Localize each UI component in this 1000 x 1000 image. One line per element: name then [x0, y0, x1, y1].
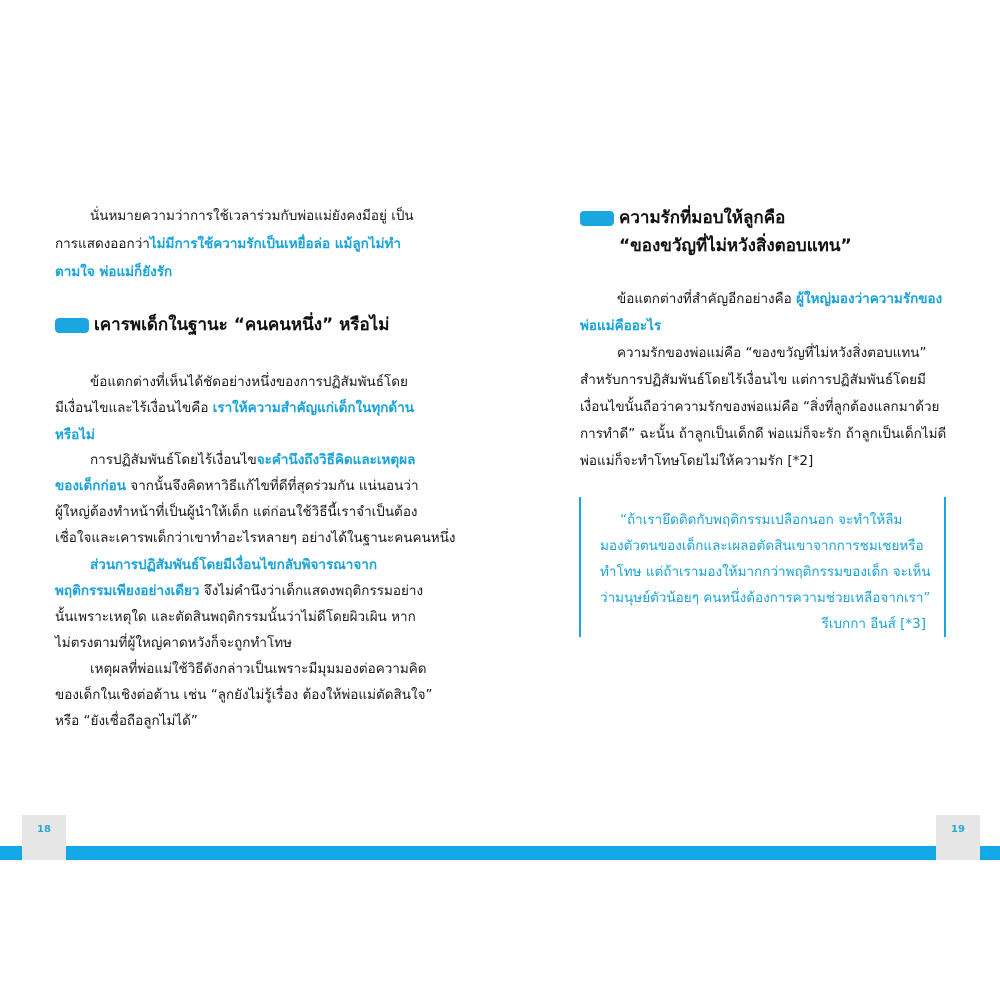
left-para5-line [90, 659, 427, 679]
quote-line: มองตัวตนของเด็กและเผลอตัดสินเขาจากการชมเชยหรือ [600, 538, 924, 554]
right-para2-line [580, 397, 939, 417]
highlighted-text: ผู้ใหญ่มองว่าความรักของ [796, 291, 943, 307]
body-text: ความรักของพ่อแม่คือ “ของขวัญที่ไม่หวังสิ่งตอบแทน” [617, 345, 927, 361]
right-page-number: 19 [951, 824, 965, 835]
body-text: เงื่อนไขนั้นถือว่าความรักของพ่อแม่คือ “สิ่งที่ลูกต้องแลกมาด้วย [580, 399, 940, 415]
highlighted-text: ไม่มีการใช้ความรักเป็นเหยื่อล่อ แม้ลูกไม่ทำ [149, 236, 401, 252]
right-para2-line [617, 343, 926, 363]
footer-bar [0, 846, 1000, 860]
left-para3-line [90, 450, 415, 470]
body-text: พ่อแม่ก็จะทำโทษโดยไม่ให้ความรัก [*2] [580, 453, 814, 469]
body-text: เหตุผลที่พ่อแม่ใช้วิธีดังกล่าวเป็นเพราะมีมุมมองต่อความคิด [90, 661, 427, 677]
body-text: การปฏิสัมพันธ์โดยไร้เงื่อนไข [90, 452, 257, 468]
body-text: ข้อแตกต่างที่เห็นได้ชัดอย่างหนึ่งของการปฏิสัมพันธ์โดย [90, 374, 408, 390]
body-text: ข้อแตกต่างที่สำคัญอีกอย่างคือ [617, 291, 797, 307]
highlighted-text: ตามใจ พ่อแม่ก็ยังรัก [55, 264, 173, 280]
left-para3-line [55, 476, 419, 496]
quote-attribution: รีเบกกา อีนส์ [*3] [821, 616, 926, 632]
body-text: มีเงื่อนไขและไร้เงื่อนไขคือ [55, 400, 213, 416]
body-text: ไม่ตรงตามที่ผู้ใหญ่คาดหวังก็จะถูกทำโทษ [55, 635, 293, 651]
highlighted-text: จะคำนึงถึงวิธีคิดและเหตุผล [256, 452, 416, 468]
body-text: เชื่อใจและเคารพเด็กว่าเขาทำอะไรหลายๆ อย่างได้ในฐานะคนคนหนึ่ง [55, 530, 456, 546]
body-text: นั้นเพราะเหตุใด และตัดสินพฤติกรรมนั้นว่าไม่ดีโดยผิวเผิน หาก [55, 609, 416, 625]
left-para1-line [55, 262, 172, 282]
section-marker-icon [55, 318, 89, 333]
body-text: จึงไม่คำนึงว่าเด็กแสดงพฤติกรรมอย่าง [199, 583, 424, 599]
right-section-heading-line1: ความรักที่มอบให้ลูกคือ [619, 208, 786, 228]
highlighted-text: เราให้ความสำคัญแก่เด็กในทุกด้าน [212, 400, 414, 416]
right-page-number-tab [936, 815, 980, 860]
section-marker-icon [580, 211, 614, 226]
right-para2-line [580, 424, 946, 444]
left-para2-line [55, 398, 414, 418]
body-text: ผู้ใหญ่ต้องทำหน้าที่เป็นผู้นำให้เด็ก แต่ก่อนใช้วิธีนี้เราจำเป็นต้อง [55, 504, 418, 520]
left-section-heading: เคารพเด็กในฐานะ “คนคนหนึ่ง” หรือไม่ [94, 315, 390, 335]
right-section-heading-line2: “ของขวัญที่ไม่หวังสิ่งตอบแทน” [619, 236, 852, 256]
right-para1-line [580, 316, 661, 336]
left-para4-line [55, 607, 416, 627]
body-text: นั่นหมายความว่าการใช้เวลาร่วมกับพ่อแม่ยังคงมีอยู่ เป็น [90, 208, 414, 224]
body-text: สำหรับการปฏิสัมพันธ์โดยไร้เงื่อนไข แต่การปฏิสัมพันธ์โดยมี [580, 372, 926, 388]
highlighted-text: ของเด็กก่อน [55, 478, 126, 494]
body-text: จากนั้นจึงคิดหาวิธีแก้ไขที่ดีที่สุดร่วมกัน แน่นอนว่า [126, 478, 419, 494]
highlighted-text: พฤติกรรมเพียงอย่างเดียว [55, 583, 200, 599]
left-para2-line [90, 372, 408, 392]
highlighted-text: ส่วนการปฏิสัมพันธ์โดยมีเงื่อนไขกลับพิจารณาจาก [90, 557, 378, 573]
quote-line: ว่ามนุษย์ตัวน้อยๆ คนหนึ่งต้องการความช่วยเหลือจากเรา” [600, 590, 931, 606]
quote-line: “ถ้าเรายึดติดกับพฤติกรรมเปลือกนอก จะทำให้ลืม [620, 512, 903, 528]
left-para1-line [90, 206, 414, 226]
right-para2-line [580, 451, 813, 471]
body-text: การแสดงออกว่า [55, 236, 150, 252]
body-text: ของเด็กในเชิงต่อต้าน เช่น “ลูกยังไม่รู้เรื่อง ต้องให้พ่อแม่ตัดสินใจ” [55, 687, 433, 703]
left-para3-line [55, 528, 456, 548]
right-para2-line [580, 370, 926, 390]
body-text: หรือ “ยังเชื่อถือลูกไม่ได้” [55, 713, 198, 729]
left-page-number: 18 [37, 824, 51, 835]
highlighted-text: พ่อแม่คืออะไร [580, 318, 662, 334]
left-para3-line [55, 502, 418, 522]
left-para4-line [90, 555, 377, 575]
left-page-number-tab [22, 815, 66, 860]
body-text: การทำดี” ฉะนั้น ถ้าลูกเป็นเด็กดี พ่อแม่ก็จะรัก ถ้าลูกเป็นเด็กไม่ดี [580, 426, 947, 442]
left-para4-line [55, 633, 292, 653]
highlighted-text: หรือไม่ [55, 427, 95, 443]
quote-line: ทำโทษ แต่ถ้าเรามองให้มากกว่าพฤติกรรมของเด็ก จะเห็น [600, 564, 931, 580]
left-para2-line [55, 425, 95, 445]
left-para5-line [55, 685, 433, 705]
left-para1-line [55, 234, 401, 254]
left-para4-line [55, 581, 423, 601]
right-para1-line [617, 289, 942, 309]
left-para5-line [55, 711, 198, 731]
